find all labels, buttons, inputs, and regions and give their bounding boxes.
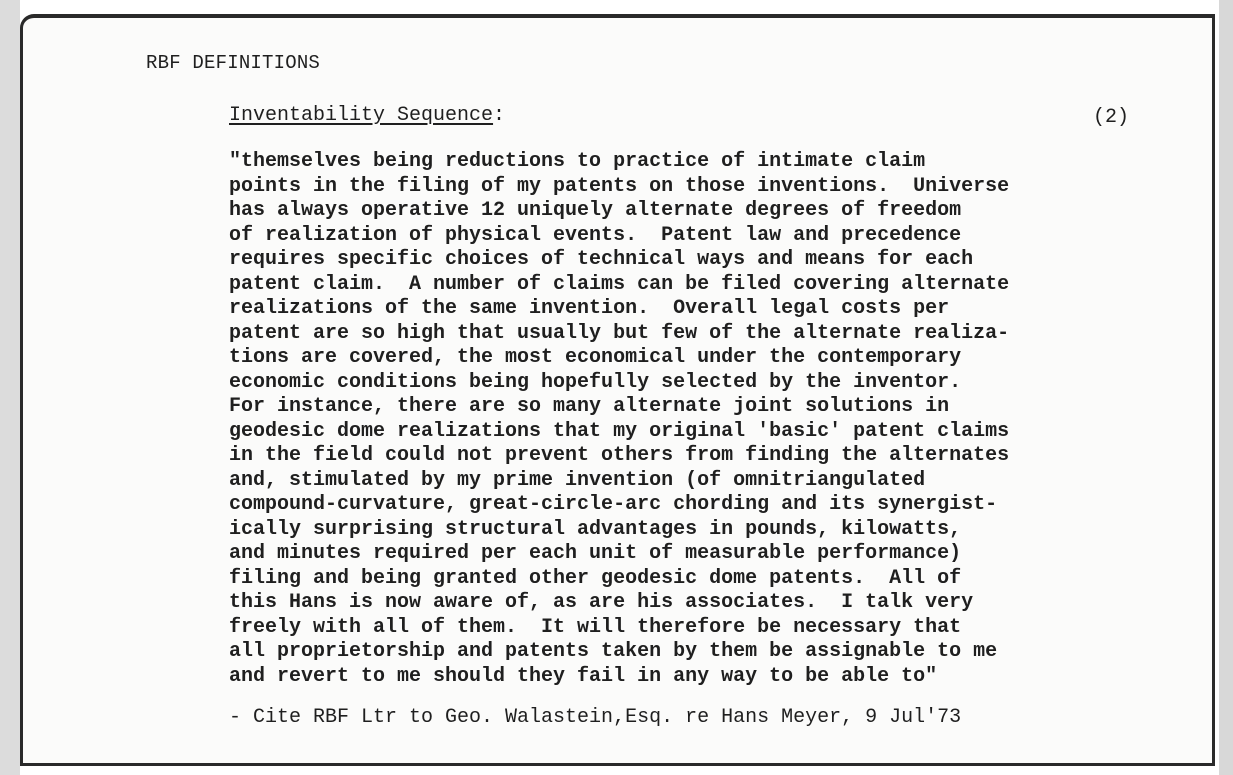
quote-line: in the field could not prevent others from finding the alternates: [229, 444, 1010, 467]
quote-line: points in the filing of my patents on those inventions. Universe: [229, 174, 1010, 198]
document-heading: RBF DEFINITIONS: [146, 52, 321, 74]
section-title: Inventability Sequence: [229, 104, 494, 127]
quote-line: all proprietorship and patents taken by them be assignable to me: [229, 640, 998, 663]
quote-line: and revert to me should they fail in any way to be able to": [229, 664, 938, 688]
quote-line: tions are covered, the most economical under the contemporary: [229, 346, 962, 369]
quote-line: "themselves being reductions to practice of intimate claim: [229, 150, 926, 173]
page-number: (2): [1093, 106, 1130, 129]
quote-line: this Hans is now aware of, as are his associates. I talk very: [229, 591, 974, 614]
quote-line: compound-curvature, great-circle-arc chording and its synergist-: [229, 493, 998, 516]
quote-line: of realization of physical events. Patent law and precedence: [229, 223, 962, 247]
quote-line: economic conditions being hopefully selected by the inventor.: [229, 370, 962, 394]
quote-line: filing and being granted other geodesic dome patents. All of: [229, 566, 962, 590]
citation-line: - Cite RBF Ltr to Geo. Walastein,Esq. re Hans Meyer, 9 Jul'73: [229, 706, 962, 729]
quote-line: requires specific choices of technical ways and means for each: [229, 248, 974, 271]
quote-line: patent claim. A number of claims can be filed covering alternate: [229, 272, 1010, 296]
quote-line: freely with all of them. It will therefore be necessary that: [229, 615, 962, 639]
page-edge-right: [1219, 0, 1233, 775]
quote-line: realizations of the same invention. Overall legal costs per: [229, 297, 950, 320]
quote-line: has always operative 12 uniquely alternate degrees of freedom: [229, 199, 962, 222]
section-title-colon: :: [493, 104, 506, 127]
quote-line: For instance, there are so many alternate joint solutions in: [229, 395, 950, 418]
section-subheading: [229, 104, 505, 127]
quote-line: patent are so high that usually but few of the alternate realiza-: [229, 321, 1010, 345]
quote-line: ically surprising structural advantages in pounds, kilowatts,: [229, 517, 962, 541]
quote-line: and, stimulated by my prime invention (of omnitriangulated: [229, 468, 926, 492]
quote-line: and minutes required per each unit of measurable performance): [229, 542, 962, 565]
definition-card: [20, 14, 1215, 766]
page-edge-left: [0, 0, 20, 775]
quote-block: [229, 150, 1009, 689]
quote-line: geodesic dome realizations that my original 'basic' patent claims: [229, 419, 1010, 443]
